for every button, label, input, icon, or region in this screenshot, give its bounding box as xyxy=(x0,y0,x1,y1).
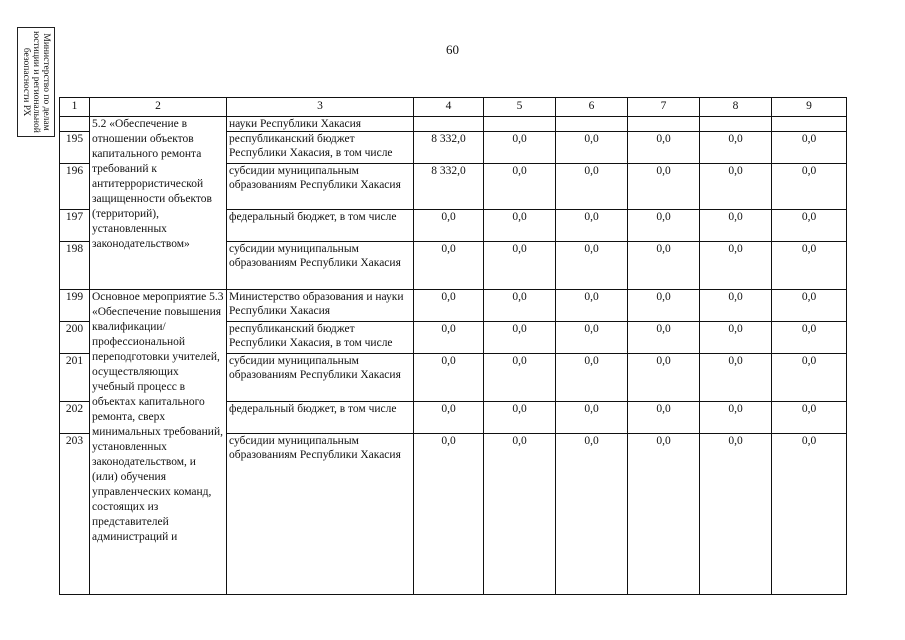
value-cell: 0,0 xyxy=(484,210,556,242)
value-cell: 0,0 xyxy=(484,402,556,434)
value-cell: 0,0 xyxy=(700,354,772,402)
value-cell: 8 332,0 xyxy=(414,164,484,210)
value-cell: 0,0 xyxy=(700,322,772,354)
row-number: 197 xyxy=(60,210,90,242)
funding-source: субсидии муниципальным образованиям Республики Хакасия xyxy=(227,434,414,595)
value-cell: 0,0 xyxy=(414,210,484,242)
value-cell: 0,0 xyxy=(628,242,700,290)
value-cell: 0,0 xyxy=(484,354,556,402)
col-header-7: 7 xyxy=(628,98,700,117)
funding-source: субсидии муниципальным образованиям Республики Хакасия xyxy=(227,164,414,210)
value-cell: 0,0 xyxy=(556,132,628,164)
value-cell: 0,0 xyxy=(772,322,847,354)
funding-source: федеральный бюджет, в том числе xyxy=(227,210,414,242)
funding-source: субсидии муниципальным образованиям Республики Хакасия xyxy=(227,242,414,290)
value-cell: 0,0 xyxy=(414,242,484,290)
funding-source: федеральный бюджет, в том числе xyxy=(227,402,414,434)
value-cell: 0,0 xyxy=(772,434,847,595)
col-header-9: 9 xyxy=(772,98,847,117)
funding-source: субсидии муниципальным образованиям Республики Хакасия xyxy=(227,354,414,402)
value-cell: 0,0 xyxy=(700,164,772,210)
value-cell: 0,0 xyxy=(700,290,772,322)
value-cell: 0,0 xyxy=(484,242,556,290)
col-header-5: 5 xyxy=(484,98,556,117)
funding-source: науки Республики Хакасия xyxy=(227,117,414,132)
activity-description: 5.2 «Обеспечение в отношении объектов капитального ремонта требований к антитеррористической защищенности объектов (территорий), установленных законодательством» xyxy=(90,117,227,290)
value-cell xyxy=(772,117,847,132)
value-cell xyxy=(700,117,772,132)
value-cell xyxy=(556,117,628,132)
value-cell: 0,0 xyxy=(414,434,484,595)
value-cell xyxy=(414,117,484,132)
row-number: 195 xyxy=(60,132,90,164)
value-cell: 0,0 xyxy=(414,322,484,354)
value-cell: 0,0 xyxy=(556,354,628,402)
value-cell: 0,0 xyxy=(556,402,628,434)
row-number: 198 xyxy=(60,242,90,290)
activity-description: Основное мероприятие 5.3 «Обеспечение повышения квалификации/ профессиональной переподготовки учителей, осуществляющих учебный процесс в объектах капитального ремонта, сверх минимальных требований, установленных законодательством, и (или) обучения управленческих команд, состоящих из представителей администраций и xyxy=(90,290,227,595)
stamp-text: Министерство по делам юстиции и региональной безопасности РХ xyxy=(21,31,51,133)
value-cell: 0,0 xyxy=(700,132,772,164)
value-cell: 0,0 xyxy=(772,242,847,290)
value-cell: 0,0 xyxy=(414,402,484,434)
value-cell: 0,0 xyxy=(484,434,556,595)
col-header-8: 8 xyxy=(700,98,772,117)
value-cell: 0,0 xyxy=(556,164,628,210)
col-header-1: 1 xyxy=(60,98,90,117)
value-cell: 0,0 xyxy=(772,210,847,242)
row-number: 202 xyxy=(60,402,90,434)
value-cell: 8 332,0 xyxy=(414,132,484,164)
value-cell: 0,0 xyxy=(772,290,847,322)
value-cell: 0,0 xyxy=(484,322,556,354)
row-number: 203 xyxy=(60,434,90,595)
funding-source: республиканский бюджет Республики Хакасия, в том числе xyxy=(227,322,414,354)
row-number xyxy=(60,117,90,132)
value-cell: 0,0 xyxy=(772,354,847,402)
value-cell: 0,0 xyxy=(556,322,628,354)
row-number: 201 xyxy=(60,354,90,402)
value-cell: 0,0 xyxy=(414,290,484,322)
col-header-3: 3 xyxy=(227,98,414,117)
value-cell: 0,0 xyxy=(700,402,772,434)
funding-source: Министерство образования и науки Республики Хакасия xyxy=(227,290,414,322)
col-header-2: 2 xyxy=(90,98,227,117)
value-cell: 0,0 xyxy=(772,164,847,210)
budget-table xyxy=(59,97,847,595)
table-row xyxy=(60,117,847,132)
value-cell: 0,0 xyxy=(628,164,700,210)
page-number: 60 xyxy=(446,42,459,57)
funding-source: республиканский бюджет Республики Хакасия, в том числе xyxy=(227,132,414,164)
value-cell: 0,0 xyxy=(484,290,556,322)
value-cell: 0,0 xyxy=(700,242,772,290)
value-cell: 0,0 xyxy=(772,402,847,434)
value-cell: 0,0 xyxy=(414,354,484,402)
value-cell: 0,0 xyxy=(700,210,772,242)
value-cell: 0,0 xyxy=(628,322,700,354)
value-cell: 0,0 xyxy=(628,434,700,595)
value-cell: 0,0 xyxy=(628,132,700,164)
value-cell: 0,0 xyxy=(772,132,847,164)
value-cell: 0,0 xyxy=(628,210,700,242)
value-cell: 0,0 xyxy=(628,290,700,322)
row-number: 199 xyxy=(60,290,90,322)
value-cell: 0,0 xyxy=(556,434,628,595)
value-cell: 0,0 xyxy=(556,242,628,290)
row-number: 196 xyxy=(60,164,90,210)
value-cell: 0,0 xyxy=(484,132,556,164)
col-header-6: 6 xyxy=(556,98,628,117)
col-header-4: 4 xyxy=(414,98,484,117)
value-cell: 0,0 xyxy=(556,210,628,242)
value-cell xyxy=(484,117,556,132)
table-row xyxy=(60,290,847,322)
value-cell: 0,0 xyxy=(484,164,556,210)
row-number: 200 xyxy=(60,322,90,354)
header-row xyxy=(60,98,847,117)
value-cell: 0,0 xyxy=(556,290,628,322)
value-cell: 0,0 xyxy=(628,402,700,434)
value-cell: 0,0 xyxy=(700,434,772,595)
value-cell: 0,0 xyxy=(628,354,700,402)
value-cell xyxy=(628,117,700,132)
